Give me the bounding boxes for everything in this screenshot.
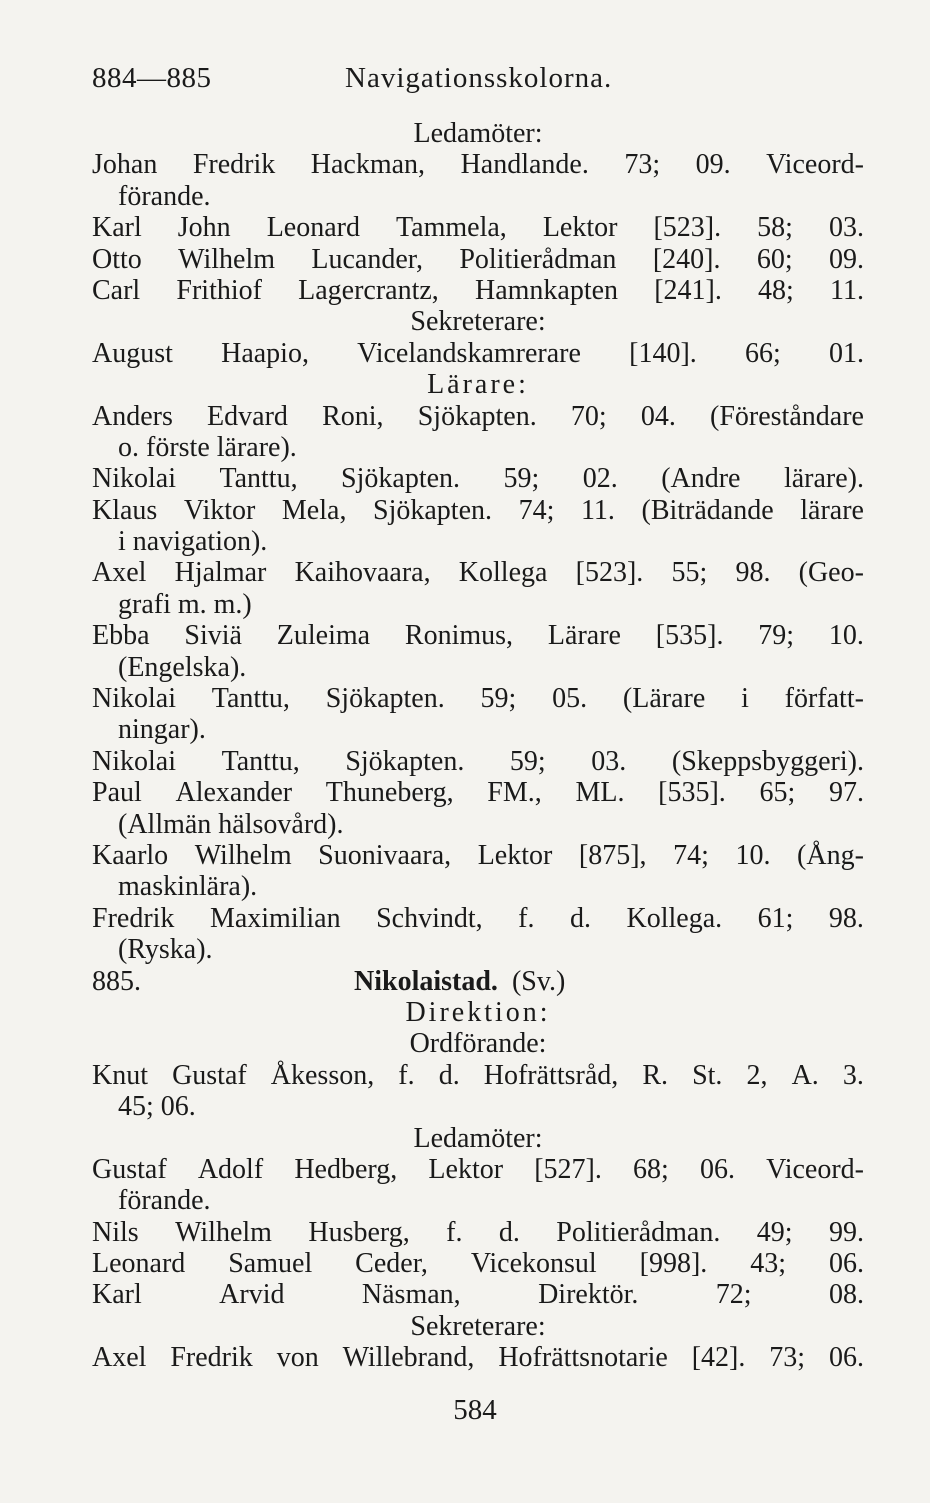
role-heading: Ledamöter: (413, 1122, 543, 1154)
role-heading: Sekreterare: (410, 1310, 546, 1342)
entry-continuation: förande. (118, 1185, 211, 1217)
role-heading: Lärare: (427, 369, 529, 401)
member-entry: Nikolai Tanttu, Sjökapten. 59; 05. (Lärare i författ- (92, 683, 864, 715)
member-entry: August Haapio, Vicelandskamrerare [140]. 66; 01. (92, 337, 864, 369)
entry-continuation: (Engelska). (118, 651, 247, 683)
member-entry: Nikolai Tanttu, Sjökapten. 59; 02. (Andre lärare). (92, 463, 864, 495)
section-language: (Sv.) (511, 965, 566, 997)
section-place: Nikolaistad. (354, 965, 498, 997)
section-range: 884—885 (92, 62, 212, 94)
member-entry: Nikolai Tanttu, Sjökapten. 59; 03. (Skeppsbyggeri). (92, 745, 864, 777)
directory-listing (92, 118, 864, 1374)
role-heading: Ledamöter: (413, 118, 543, 149)
member-entry: Klaus Viktor Mela, Sjökapten. 74; 11. (Biträdande lärare (92, 494, 864, 526)
member-entry: Leonard Samuel Ceder, Vicekonsul [998]. 43; 06. (92, 1248, 864, 1280)
section-number: 885. (92, 965, 141, 997)
running-title: Navigationsskolorna. (345, 62, 613, 94)
member-entry: Anders Edvard Roni, Sjökapten. 70; 04. (Föreståndare (92, 400, 864, 432)
entry-continuation: (Allmän hälsovård). (118, 808, 344, 840)
member-entry: Karl Arvid Näsman, Direktör. 72; 08. (92, 1279, 864, 1311)
member-entry: Fredrik Maximilian Schvindt, f. d. Kollega. 61; 98. (92, 902, 864, 934)
entry-continuation: o. förste lärare). (118, 431, 297, 463)
member-entry: Kaarlo Wilhelm Suonivaara, Lektor [875], 74; 10. (Ång- (92, 839, 864, 871)
entry-continuation: 45; 06. (118, 1091, 196, 1123)
page-number: 584 (453, 1394, 497, 1426)
entry-continuation: i navigation). (118, 526, 268, 558)
member-entry: Johan Fredrik Hackman, Handlande. 73; 09. Viceord- (92, 149, 864, 181)
member-entry: Otto Wilhelm Lucander, Politierådman [240]. 60; 09. (92, 243, 864, 275)
member-entry: Axel Hjalmar Kaihovaara, Kollega [523]. 55; 98. (Geo- (92, 557, 864, 589)
member-entry: Gustaf Adolf Hedberg, Lektor [527]. 68; 06. Viceord- (92, 1153, 864, 1185)
member-entry: Carl Frithiof Lagercrantz, Hamnkapten [241]. 48; 11. (92, 274, 864, 306)
entry-continuation: ningar). (118, 714, 206, 746)
entry-continuation: (Ryska). (118, 934, 213, 966)
member-entry: Knut Gustaf Åkesson, f. d. Hofrättsråd, R. St. 2, A. 3. (92, 1059, 864, 1091)
role-heading: Sekreterare: (410, 306, 546, 338)
role-heading: Ordförande: (409, 1028, 547, 1060)
member-entry: Axel Fredrik von Willebrand, Hofrättsnotarie [42]. 73; 06. (92, 1342, 864, 1374)
entry-continuation: grafi m. m.) (118, 588, 252, 620)
entry-continuation: förande. (118, 180, 211, 212)
member-entry: Nils Wilhelm Husberg, f. d. Politierådman. 49; 99. (92, 1216, 864, 1248)
member-entry: Paul Alexander Thuneberg, FM., ML. [535]. 65; 97. (92, 777, 864, 809)
role-heading: Direktion: (405, 996, 551, 1028)
member-entry: Ebba Siviä Zuleima Ronimus, Lärare [535]. 79; 10. (92, 620, 864, 652)
member-entry: Karl John Leonard Tammela, Lektor [523]. 58; 03. (92, 212, 864, 244)
entry-continuation: maskinlära). (118, 871, 258, 903)
section-heading (92, 966, 864, 997)
